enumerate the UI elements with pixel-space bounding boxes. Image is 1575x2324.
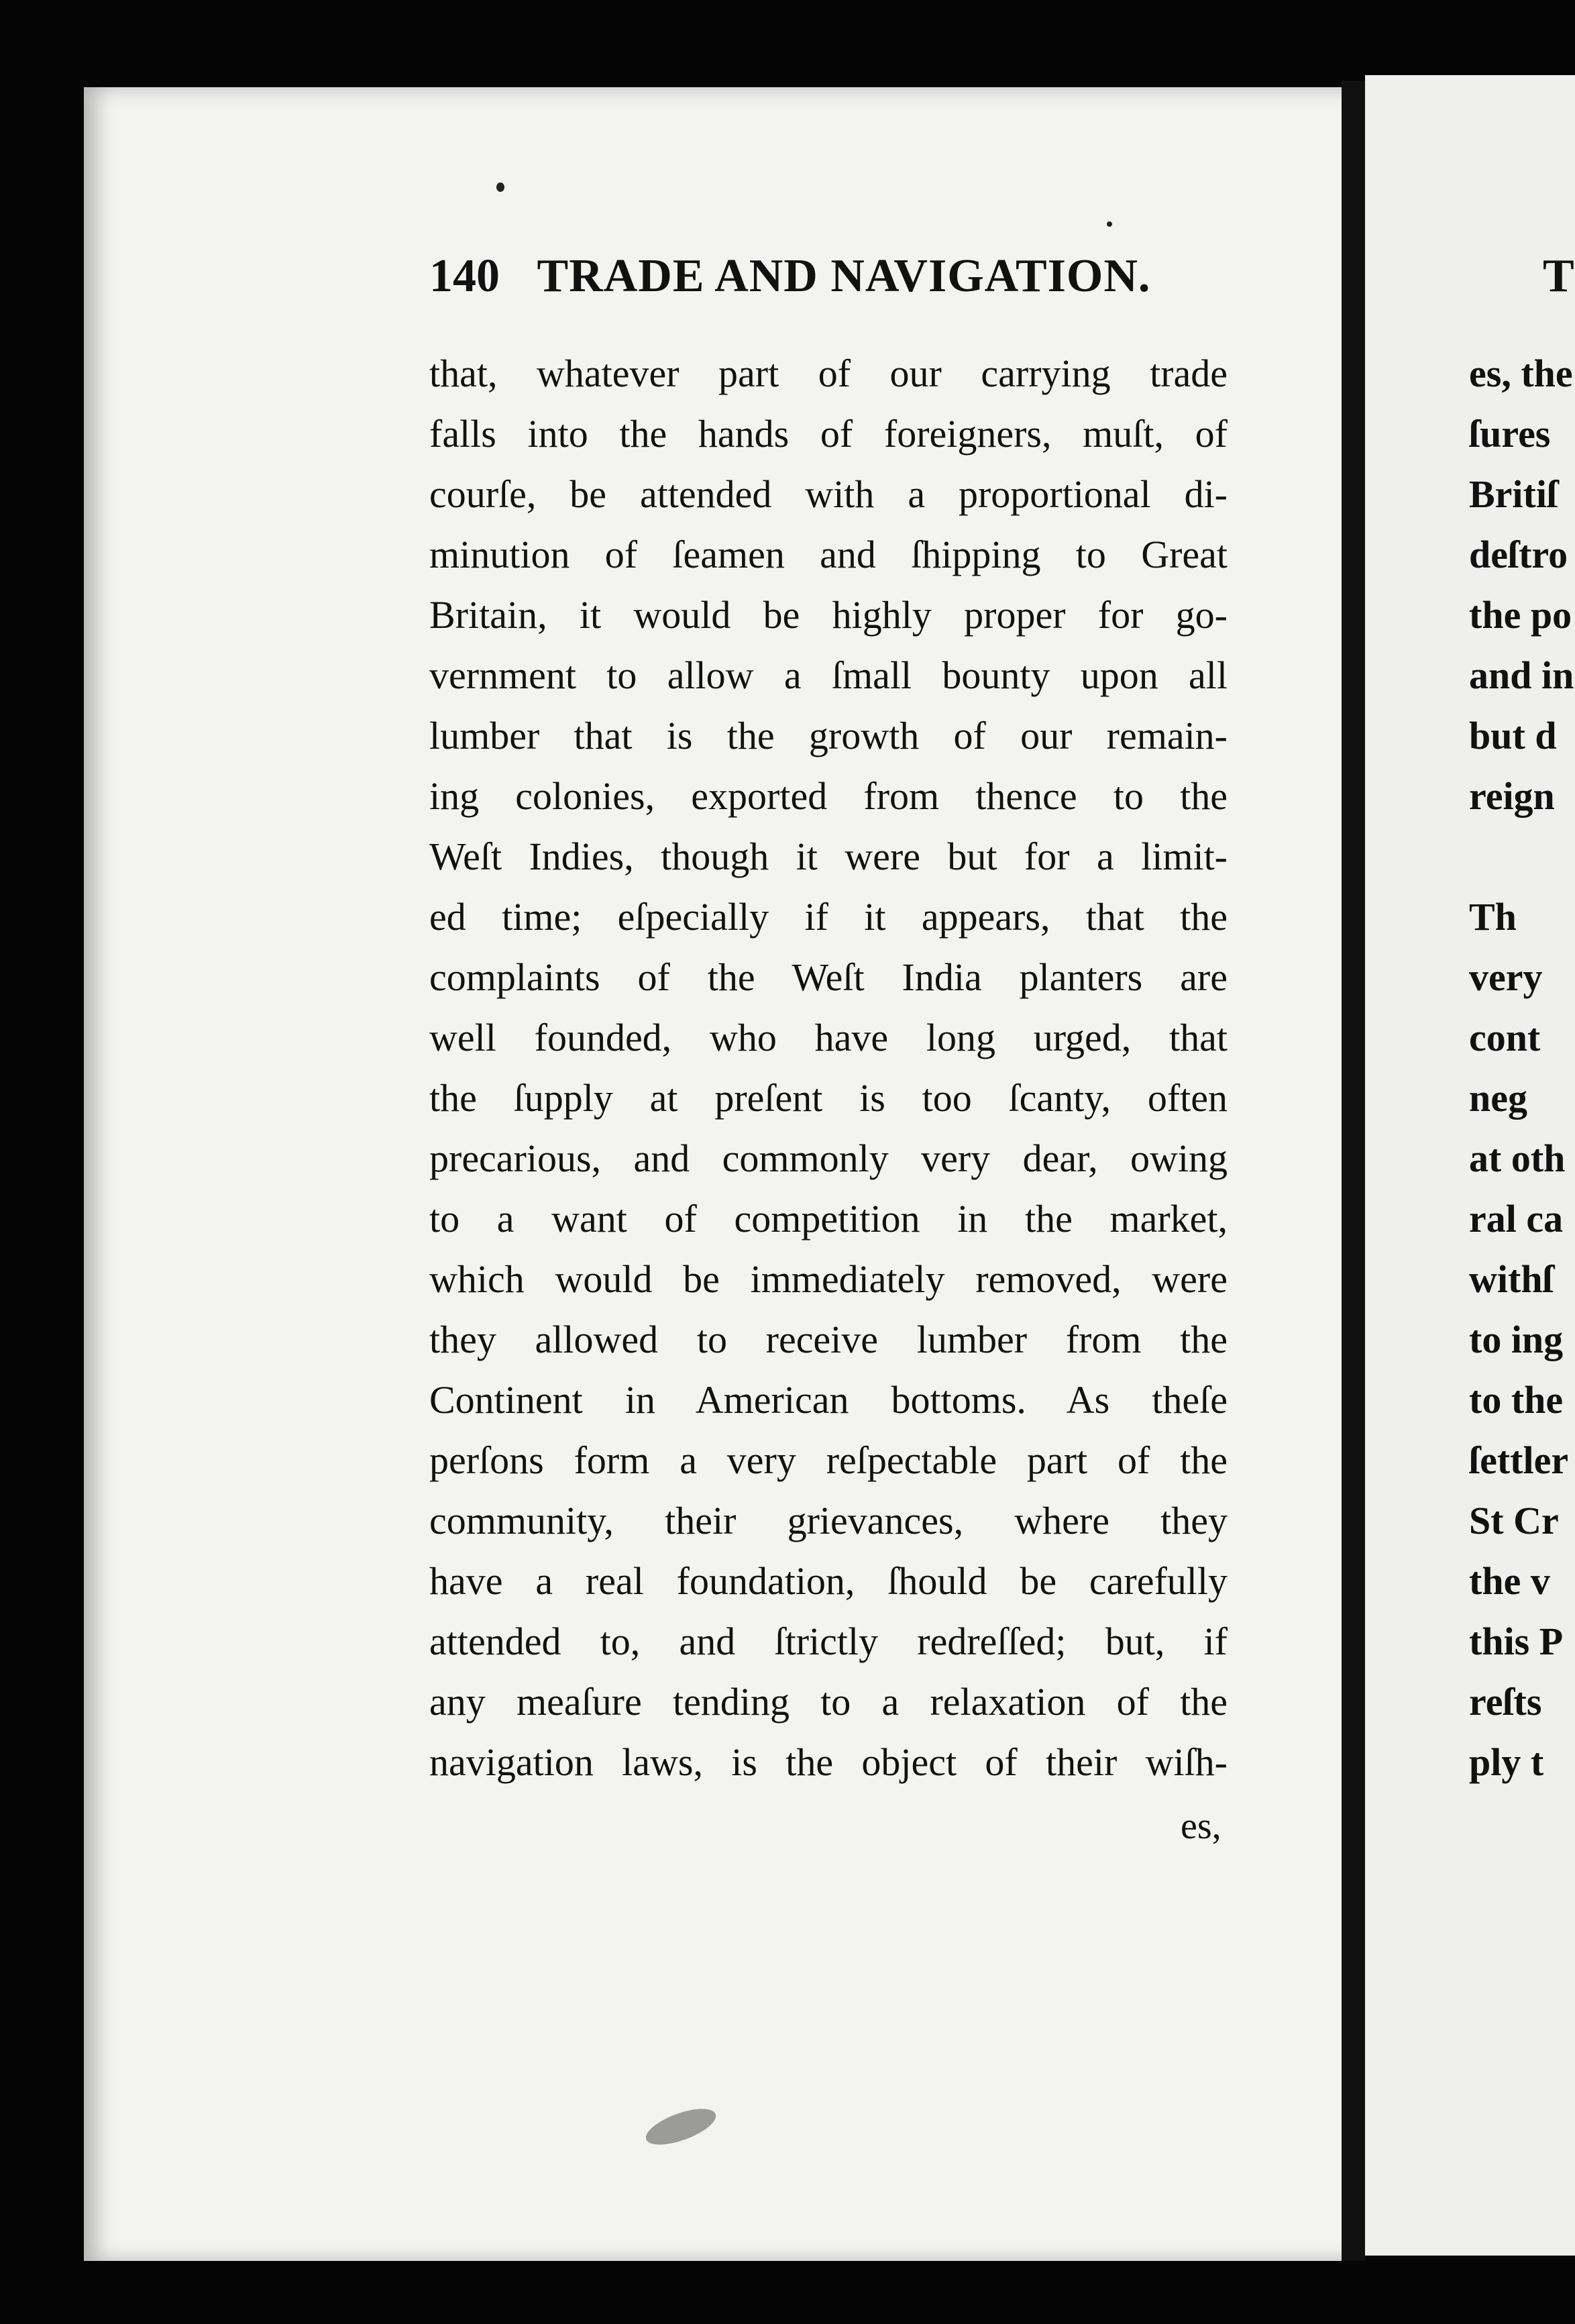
facing-line: to the	[1469, 1378, 1564, 1422]
facing-line: at oth	[1469, 1137, 1566, 1180]
text-line: minution of ſeamen and ſhipping to Great	[429, 533, 1228, 576]
text-line: which would be immediately removed, were	[429, 1257, 1228, 1301]
facing-line: St Cr	[1469, 1499, 1559, 1542]
text-line: Continent in American bottoms. As theſe	[429, 1378, 1228, 1422]
book-gutter	[1342, 81, 1366, 2261]
text-line: to a want of competition in the market,	[429, 1197, 1228, 1240]
facing-line: neg	[1469, 1076, 1527, 1120]
facing-line: reſts	[1469, 1680, 1542, 1724]
ink-speck	[1107, 221, 1112, 227]
text-line: Britain, it would be highly proper for go-	[429, 593, 1228, 637]
facing-line: ſures	[1469, 412, 1551, 456]
facing-line: the v	[1469, 1559, 1550, 1603]
text-line: perſons form a very reſpectable part of the	[429, 1438, 1228, 1482]
text-line: courſe, be attended with a proportional di-	[429, 472, 1228, 516]
text-line: vernment to allow a ſmall bounty upon all	[429, 653, 1228, 697]
facing-line: reign	[1469, 774, 1555, 818]
facing-line: Britiſ	[1469, 472, 1558, 516]
ink-speck	[496, 182, 504, 192]
text-line: any meaſure tending to a relaxation of the	[429, 1680, 1228, 1724]
text-line: the ſupply at preſent is too ſcanty, often	[429, 1076, 1228, 1120]
running-head-title: TRADE AND NAVIGATION.	[537, 250, 1151, 302]
facing-line	[1469, 827, 1574, 887]
facing-page-text	[1469, 344, 1574, 1793]
facing-line: Th	[1469, 895, 1517, 939]
facing-line: the po	[1469, 593, 1572, 637]
text-line: well founded, who have long urged, that	[429, 1016, 1228, 1059]
text-line: precarious, and commonly very dear, owing	[429, 1137, 1228, 1180]
text-line: community, their grievances, where they	[429, 1499, 1228, 1542]
text-line: have a real foundation, ſhould be carefully	[429, 1559, 1228, 1603]
text-line: ing colonies, exported from thence to the	[429, 774, 1228, 818]
facing-running-head: T	[1543, 250, 1574, 302]
facing-line: and in	[1469, 653, 1574, 697]
facing-line: cont	[1469, 1016, 1541, 1059]
text-line: complaints of the Weſt India planters are	[429, 955, 1228, 999]
facing-line: es, the	[1469, 352, 1573, 395]
text-line: lumber that is the growth of our remain-	[429, 714, 1228, 757]
facing-line: withſ	[1469, 1257, 1554, 1301]
running-head	[429, 250, 1234, 310]
text-line: falls into the hands of foreigners, muſt, of	[429, 412, 1228, 456]
facing-line: deſtro	[1469, 533, 1568, 576]
text-line: Weſt Indies, though it were but for a limit-	[429, 835, 1228, 878]
text-line: navigation laws, is the object of their wiſh-	[429, 1740, 1228, 1784]
facing-line: ply t	[1469, 1740, 1544, 1784]
facing-line: ral ca	[1469, 1197, 1564, 1240]
text-line: they allowed to receive lumber from the	[429, 1318, 1228, 1361]
text-line: attended to, and ſtrictly redreſſed; but, if	[429, 1620, 1228, 1663]
catchword: es,	[1181, 1805, 1221, 1847]
facing-line: but d	[1469, 714, 1557, 757]
page-number: 140	[429, 250, 500, 302]
facing-line: to ing	[1469, 1318, 1564, 1361]
body-text	[429, 344, 1228, 1793]
facing-line: very	[1469, 955, 1543, 999]
text-line: ed time; eſpecially if it appears, that the	[429, 895, 1228, 939]
facing-line: this P	[1469, 1620, 1564, 1663]
facing-line: ſettler	[1469, 1438, 1569, 1482]
text-line: that, whatever part of our carrying trade	[429, 352, 1228, 395]
